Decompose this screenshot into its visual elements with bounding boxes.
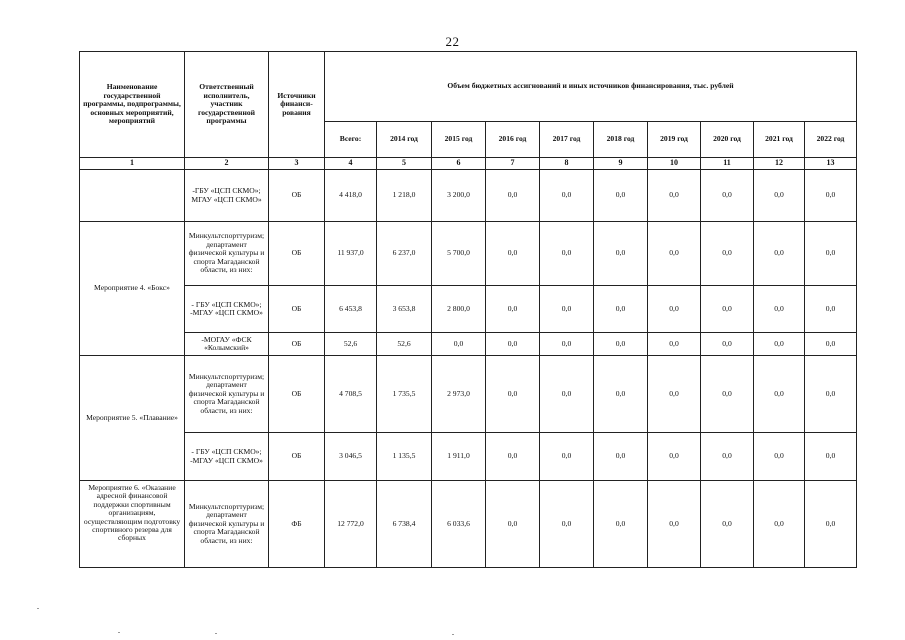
value-cell: 6 738,4 xyxy=(377,481,432,568)
value-cell: 0,0 xyxy=(648,222,701,286)
value-cell: 4 708,5 xyxy=(325,356,377,433)
source-cell: ОБ xyxy=(269,333,325,356)
index-cell: 4 xyxy=(325,158,377,170)
value-cell: 0,0 xyxy=(754,286,805,333)
index-cell: 9 xyxy=(594,158,648,170)
header-year: 2021 год xyxy=(754,122,805,158)
source-cell: ОБ xyxy=(269,356,325,433)
value-cell: 0,0 xyxy=(648,433,701,481)
index-cell: 3 xyxy=(269,158,325,170)
value-cell: 0,0 xyxy=(701,356,754,433)
value-cell: 0,0 xyxy=(701,222,754,286)
value-cell: 12 772,0 xyxy=(325,481,377,568)
header-name: Наименование государственной программы, подпрограммы, основных мероприятий, мероприятий xyxy=(80,52,185,158)
value-cell: 0,0 xyxy=(648,481,701,568)
value-cell: 0,0 xyxy=(648,170,701,222)
value-cell: 0,0 xyxy=(594,481,648,568)
table-row xyxy=(80,481,857,568)
value-cell: 2 973,0 xyxy=(432,356,486,433)
value-cell: 0,0 xyxy=(754,170,805,222)
value-cell: 0,0 xyxy=(648,286,701,333)
index-row xyxy=(80,158,857,170)
value-cell: 0,0 xyxy=(648,333,701,356)
executor-cell: Минкультспорттуризм; департамент физической культуры и спорта Магаданской области, из них: xyxy=(185,481,269,568)
value-cell: 0,0 xyxy=(701,333,754,356)
table-row xyxy=(80,333,857,356)
index-cell: 5 xyxy=(377,158,432,170)
name-cell-empty xyxy=(80,170,185,222)
executor-cell: -МОГАУ «ФСК «Колымский» xyxy=(185,333,269,356)
value-cell: 0,0 xyxy=(701,170,754,222)
table-row xyxy=(80,356,857,433)
value-cell: 0,0 xyxy=(754,433,805,481)
value-cell: 0,0 xyxy=(805,333,857,356)
header-year: 2017 год xyxy=(540,122,594,158)
value-cell: 0,0 xyxy=(540,222,594,286)
value-cell: 0,0 xyxy=(432,333,486,356)
event-name-cell: Мероприятие 6. «Оказание адресной финансовой поддержки спортивным организациям, осуществляющим подготовку спортивного резерва для сборных xyxy=(80,481,185,568)
value-cell: 3 200,0 xyxy=(432,170,486,222)
value-cell: 3 046,5 xyxy=(325,433,377,481)
value-cell: 0,0 xyxy=(540,286,594,333)
budget-table xyxy=(79,51,857,568)
value-cell: 0,0 xyxy=(805,170,857,222)
value-cell: 0,0 xyxy=(701,286,754,333)
value-cell: 0,0 xyxy=(754,333,805,356)
source-cell: ФБ xyxy=(269,481,325,568)
header-volume-title: Объем бюджетных ассигнований и иных источников финансирования, тыс. рублей xyxy=(325,52,857,122)
value-cell: 6 033,6 xyxy=(432,481,486,568)
header-year: 2016 год xyxy=(486,122,540,158)
header-year: 2015 год xyxy=(432,122,486,158)
index-cell: 2 xyxy=(185,158,269,170)
table-row xyxy=(80,170,857,222)
executor-cell: Минкультспорттуризм; департамент физической культуры и спорта Магаданской области, из них: xyxy=(185,222,269,286)
value-cell: 0,0 xyxy=(805,433,857,481)
value-cell: 0,0 xyxy=(540,333,594,356)
value-cell: 0,0 xyxy=(486,333,540,356)
value-cell: 1 135,5 xyxy=(377,433,432,481)
value-cell: 0,0 xyxy=(486,481,540,568)
value-cell: 4 418,0 xyxy=(325,170,377,222)
value-cell: 11 937,0 xyxy=(325,222,377,286)
header-year: 2022 год xyxy=(805,122,857,158)
header-total: Всего: xyxy=(325,122,377,158)
value-cell: 0,0 xyxy=(486,170,540,222)
source-cell: ОБ xyxy=(269,286,325,333)
value-cell: 0,0 xyxy=(486,433,540,481)
executor-cell: - ГБУ «ЦСП СКМО»; -МГАУ «ЦСП СКМО» xyxy=(185,286,269,333)
scan-artifact xyxy=(452,634,454,635)
header-year: 2014 год xyxy=(377,122,432,158)
value-cell: 0,0 xyxy=(540,481,594,568)
value-cell: 0,0 xyxy=(805,481,857,568)
value-cell: 0,0 xyxy=(754,356,805,433)
scan-artifact xyxy=(118,632,120,633)
source-cell: ОБ xyxy=(269,170,325,222)
value-cell: 0,0 xyxy=(540,433,594,481)
header-executor: Ответственный исполнитель, участник государственной программы xyxy=(185,52,269,158)
value-cell: 0,0 xyxy=(805,222,857,286)
value-cell: 1 218,0 xyxy=(377,170,432,222)
index-cell: 6 xyxy=(432,158,486,170)
value-cell: 5 700,0 xyxy=(432,222,486,286)
value-cell: 0,0 xyxy=(486,222,540,286)
index-cell: 13 xyxy=(805,158,857,170)
value-cell: 0,0 xyxy=(648,356,701,433)
value-cell: 0,0 xyxy=(754,481,805,568)
value-cell: 0,0 xyxy=(754,222,805,286)
value-cell: 0,0 xyxy=(540,356,594,433)
value-cell: 0,0 xyxy=(540,170,594,222)
header-row xyxy=(80,52,857,122)
executor-cell: - ГБУ «ЦСП СКМО»; -МГАУ «ЦСП СКМО» xyxy=(185,433,269,481)
value-cell: 6 237,0 xyxy=(377,222,432,286)
value-cell: 0,0 xyxy=(594,170,648,222)
index-cell: 1 xyxy=(80,158,185,170)
page-number: 22 xyxy=(445,34,460,49)
value-cell: 1 911,0 xyxy=(432,433,486,481)
header-source: Источники финанси-рования xyxy=(269,52,325,158)
table-row xyxy=(80,433,857,481)
value-cell: 0,0 xyxy=(594,356,648,433)
value-cell: 0,0 xyxy=(701,433,754,481)
header-year: 2019 год xyxy=(648,122,701,158)
value-cell: 0,0 xyxy=(594,333,648,356)
index-cell: 11 xyxy=(701,158,754,170)
value-cell: 3 653,8 xyxy=(377,286,432,333)
source-cell: ОБ xyxy=(269,433,325,481)
value-cell: 0,0 xyxy=(805,356,857,433)
event-name-cell: Мероприятие 4. «Бокс» xyxy=(80,222,185,356)
value-cell: 0,0 xyxy=(594,286,648,333)
index-cell: 8 xyxy=(540,158,594,170)
value-cell: 52,6 xyxy=(325,333,377,356)
index-cell: 10 xyxy=(648,158,701,170)
value-cell: 2 800,0 xyxy=(432,286,486,333)
table-row xyxy=(80,222,857,286)
value-cell: 0,0 xyxy=(486,286,540,333)
value-cell: 6 453,8 xyxy=(325,286,377,333)
value-cell: 52,6 xyxy=(377,333,432,356)
value-cell: 0,0 xyxy=(805,286,857,333)
value-cell: 0,0 xyxy=(594,433,648,481)
scan-artifact xyxy=(215,633,217,634)
executor-cell: -ГБУ «ЦСП СКМО»; МГАУ «ЦСП СКМО» xyxy=(185,170,269,222)
value-cell: 1 735,5 xyxy=(377,356,432,433)
table-row xyxy=(80,286,857,333)
scan-artifact xyxy=(37,608,39,609)
index-cell: 12 xyxy=(754,158,805,170)
event-name-cell: Мероприятие 5. «Плавание» xyxy=(80,356,185,481)
value-cell: 0,0 xyxy=(594,222,648,286)
index-cell: 7 xyxy=(486,158,540,170)
executor-cell: Минкультспорттуризм; департамент физической культуры и спорта Магаданской области, из них: xyxy=(185,356,269,433)
value-cell: 0,0 xyxy=(486,356,540,433)
source-cell: ОБ xyxy=(269,222,325,286)
header-year: 2020 год xyxy=(701,122,754,158)
header-year: 2018 год xyxy=(594,122,648,158)
value-cell: 0,0 xyxy=(701,481,754,568)
